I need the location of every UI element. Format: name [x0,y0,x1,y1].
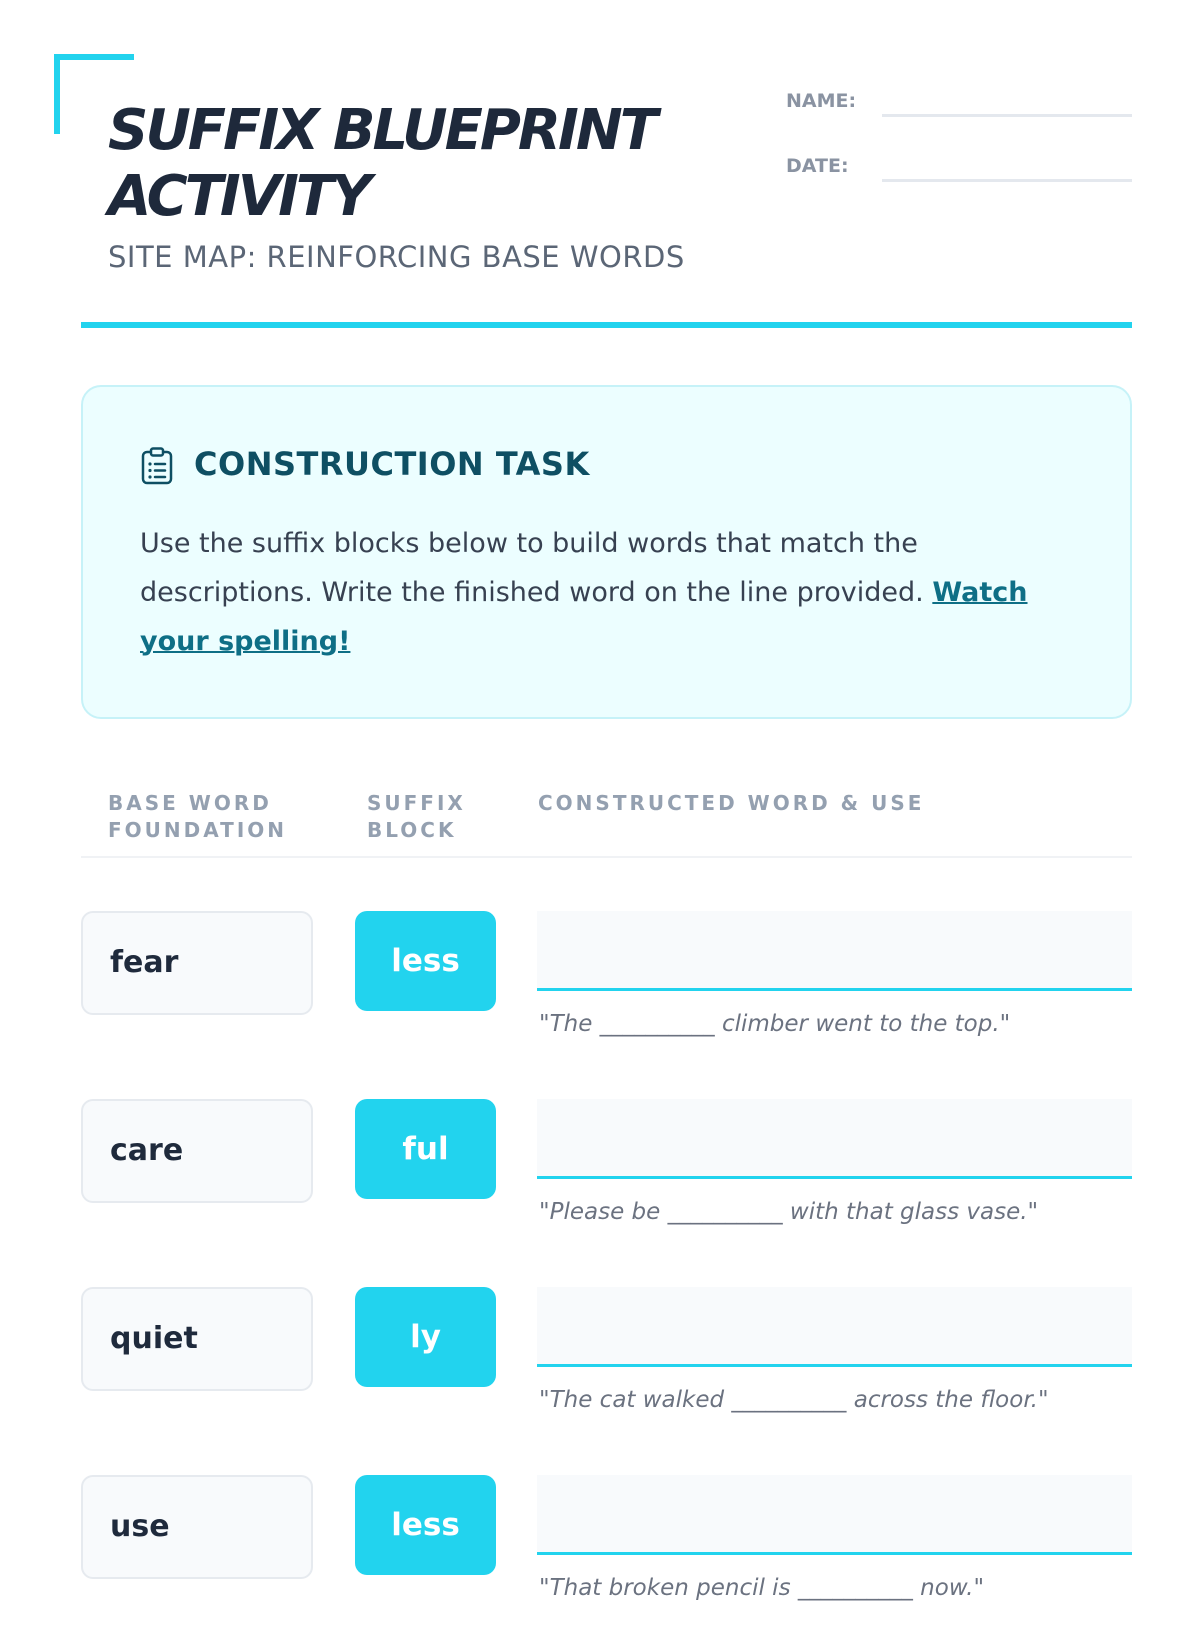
date-label: DATE: [786,155,849,177]
example-sentence: "Please be __________ with that glass vase." [539,1199,1039,1225]
task-title: CONSTRUCTION TASK [194,445,590,483]
example-sentence: "That broken pencil is __________ now." [539,1575,985,1601]
constructed-word-input[interactable] [537,911,1132,991]
task-instructions-text: Use the suffix blocks below to build words that match the descriptions. Write the finished word on the line provided. [140,528,924,608]
page-title: SUFFIX BLUEPRINT ACTIVITY [108,98,655,229]
suffix-block[interactable]: less [355,1475,496,1575]
construction-task-panel [81,385,1132,719]
base-word-card: quiet [81,1287,313,1391]
name-label: NAME: [786,90,857,112]
column-header-base-word: BASE WORD FOUNDATION [108,791,287,842]
suffix-block[interactable]: ly [355,1287,496,1387]
suffix-block[interactable]: less [355,911,496,1011]
name-field[interactable] [786,86,1132,126]
header-divider [81,322,1132,328]
word-row [81,1475,1132,1635]
example-sentence: "The __________ climber went to the top." [539,1011,1011,1037]
constructed-word-input[interactable] [537,1287,1132,1367]
base-word-card: care [81,1099,313,1203]
constructed-word-input[interactable] [537,1099,1132,1179]
word-row [81,911,1132,1071]
column-header-divider [81,856,1132,858]
word-row [81,1099,1132,1259]
task-instructions [140,519,1080,666]
page-subtitle: SITE MAP: REINFORCING BASE WORDS [108,240,685,274]
spelling-reminder: Watch your spelling! [140,577,1028,657]
clipboard-icon [141,447,173,485]
date-field[interactable] [786,151,1132,191]
example-sentence: "The cat walked __________ across the floor." [539,1387,1049,1413]
date-line[interactable] [882,179,1132,182]
word-row [81,1287,1132,1447]
base-word-card: fear [81,911,313,1015]
base-word-card: use [81,1475,313,1579]
column-header-constructed: CONSTRUCTED WORD & USE [538,791,925,815]
column-header-suffix: SUFFIX BLOCK [367,791,466,842]
constructed-word-input[interactable] [537,1475,1132,1555]
suffix-block[interactable]: ful [355,1099,496,1199]
name-line[interactable] [882,114,1132,117]
